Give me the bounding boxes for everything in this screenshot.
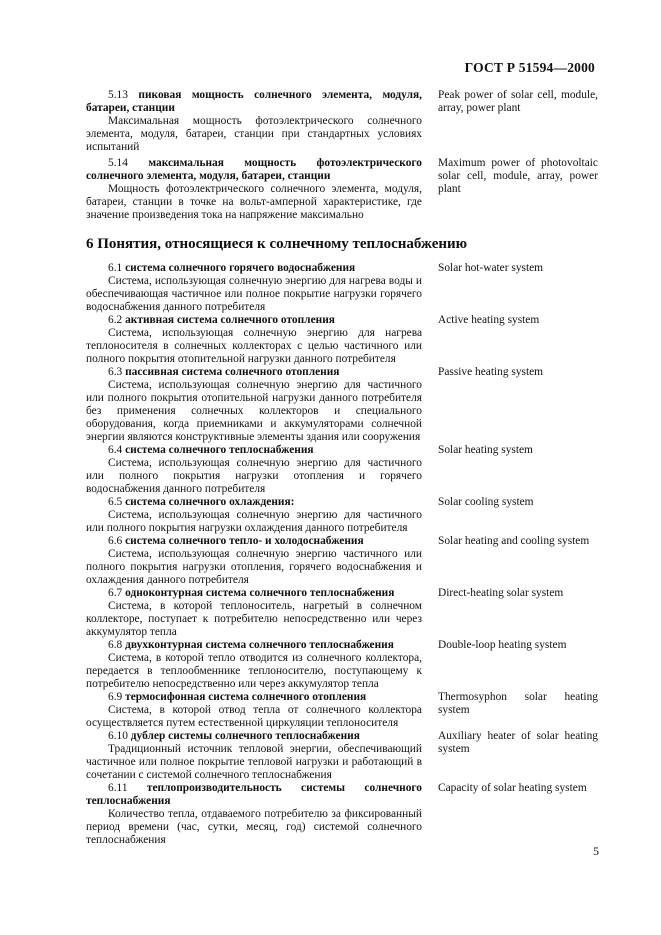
definition-ru: Количество тепла, отдаваемого потребителю за фиксированный период времени (час, сутки, месяц, год) системой солнечного теплоснабжения: [86, 808, 422, 846]
term-entry-6-5: [86, 496, 598, 535]
definition-ru: Система, использующая солнечную энергию для частичного или полного покрытия отопительной нагрузки данного потребителя без применения солнечных коллекторов и специального оборудования, когда приемниками и аккумуляторами солнечной энергии являются конструктивные элементы здания или сооружения: [86, 379, 422, 443]
term-ru: двухконтурная система солнечного теплоснабжения: [125, 639, 394, 651]
term-entry-6-2: [86, 314, 598, 366]
term-ru: система солнечного охлаждения:: [125, 496, 295, 508]
term-ru: система солнечного горячего водоснабжения: [125, 262, 356, 274]
entries-main: [86, 262, 598, 847]
definition-ru: Система, использующая солнечную энергию для нагрева теплоносителя в солнечных коллекторах с целью частичного или полного покрытия отопительной нагрузки данного потребителя: [86, 327, 422, 365]
definition-ru: Система, использующая солнечную энергию для частичного или полного покрытия нагрузки охлаждения данного потребителя: [86, 509, 422, 534]
entry-number: 6.11: [108, 782, 128, 794]
definition-ru: Система, в которой тепло отводится из солнечного коллектора, передается в теплообменнике теплоносителю, поступающему к потребителю непосредственно или через аккумулятор тепла: [86, 652, 422, 690]
term-en: Solar heating and cooling system: [438, 535, 590, 547]
entry-number: 6.7: [108, 587, 123, 599]
term-en: Direct-heating solar system: [438, 587, 564, 599]
entry-number: 6.6: [108, 535, 123, 547]
term-en: Maximum power of photovoltaic solar cell, module, array, power plant: [438, 157, 598, 195]
term-entry-6-1: [86, 262, 598, 314]
definition-ru: Система, в которой отвод тепла от солнечного коллектора осуществляется путем естественной циркуляции теплоносителя: [86, 704, 422, 729]
term-entry-5-14: [86, 157, 598, 222]
entry-number: 6.8: [108, 639, 123, 651]
term-ru: система солнечного тепло- и холодоснабжения: [125, 535, 364, 547]
term-entry-6-10: [86, 730, 598, 782]
term-ru: пассивная система солнечного отопления: [125, 366, 340, 378]
entry-number: 6.4: [108, 444, 123, 456]
definition-ru: Система, в которой теплоноситель, нагретый в солнечном коллекторе, поступает к потребителю непосредственно или через аккумулятор тепла: [86, 600, 422, 638]
entry-number: 6.5: [108, 496, 123, 508]
definition-ru: Система, использующая солнечную энергию для нагрева воды и обеспечивающая частичное или полное покрытие нагрузки горячего водоснабжения данного потребителя: [86, 275, 422, 313]
term-ru: дублер системы солнечного теплоснабжения: [130, 730, 360, 742]
entry-number: 6.2: [108, 314, 123, 326]
term-ru: система солнечного теплоснабжения: [125, 444, 314, 456]
term-en: Peak power of solar cell, module, array, power plant: [438, 89, 598, 114]
term-en: Solar cooling system: [438, 496, 534, 508]
term-ru: активная система солнечного отопления: [125, 314, 335, 326]
entries-top: [86, 89, 598, 222]
term-ru: одноконтурная система солнечного теплоснабжения: [125, 587, 395, 599]
definition-ru: Максимальная мощность фотоэлектрического солнечного элемента, модуля, батареи, станции при стандартных условиях испытаний: [86, 115, 422, 153]
page-number: 5: [593, 844, 599, 858]
definition-ru: Система, использующая солнечную энергию частичного или полного покрытия нагрузки отопления, горячего водоснабжения и охлаждения данного потребителя: [86, 548, 422, 586]
term-en: Double-loop heating system: [438, 639, 567, 651]
entry-number: 6.3: [108, 366, 123, 378]
term-entry-6-9: [86, 691, 598, 730]
term-entry-6-7: [86, 587, 598, 639]
term-en: Thermosyphon solar heating system: [438, 691, 598, 716]
term-entry-6-8: [86, 639, 598, 691]
entry-number: 6.10: [108, 730, 128, 742]
term-en: Active heating system: [438, 314, 540, 326]
term-en: Capacity of solar heating system: [438, 782, 587, 794]
entry-number: 6.9: [108, 691, 123, 703]
term-en: Auxiliary heater of solar heating system: [438, 730, 598, 755]
term-ru: теплопроизводительность системы солнечного теплоснабжения: [86, 782, 422, 807]
entry-number: 5.14: [108, 157, 128, 169]
term-ru: термосифонная система солнечного отопления: [125, 691, 367, 703]
definition-ru: Система, использующая солнечную энергию для частичного или полного покрытия нагрузки отопления и горячего водоснабжения данного потребителя: [86, 457, 422, 495]
term-entry-5-13: [86, 89, 598, 154]
definition-ru: Мощность фотоэлектрического солнечного элемента, модуля, батареи, станции в точке на вольт-амперной характеристике, где значение произведения тока на напряжение максимально: [86, 183, 422, 221]
term-en: Passive heating system: [438, 366, 544, 378]
standard-number: ГОСТ Р 51594—2000: [464, 60, 595, 75]
entry-number: 6.1: [108, 262, 123, 274]
term-ru: пиковая мощность солнечного элемента, модуля, батареи, станции: [86, 89, 422, 114]
section-heading: 6 Понятия, относящиеся к солнечному теплоснабжению: [86, 236, 468, 252]
term-entry-6-3: [86, 366, 598, 444]
definition-ru: Традиционный источник тепловой энергии, обеспечивающий частичное или полное покрытие тепловой нагрузки и работающий в сочетании с системой солнечного теплоснабжения: [86, 743, 422, 781]
term-ru: максимальная мощность фотоэлектрического солнечного элемента, модуля, батареи, станции: [86, 157, 422, 182]
term-en: Solar hot-water system: [438, 262, 544, 274]
term-en: Solar heating system: [438, 444, 533, 456]
entry-number: 5.13: [108, 89, 128, 101]
term-entry-6-4: [86, 444, 598, 496]
term-entry-6-6: [86, 535, 598, 587]
term-entry-6-11: [86, 782, 598, 847]
